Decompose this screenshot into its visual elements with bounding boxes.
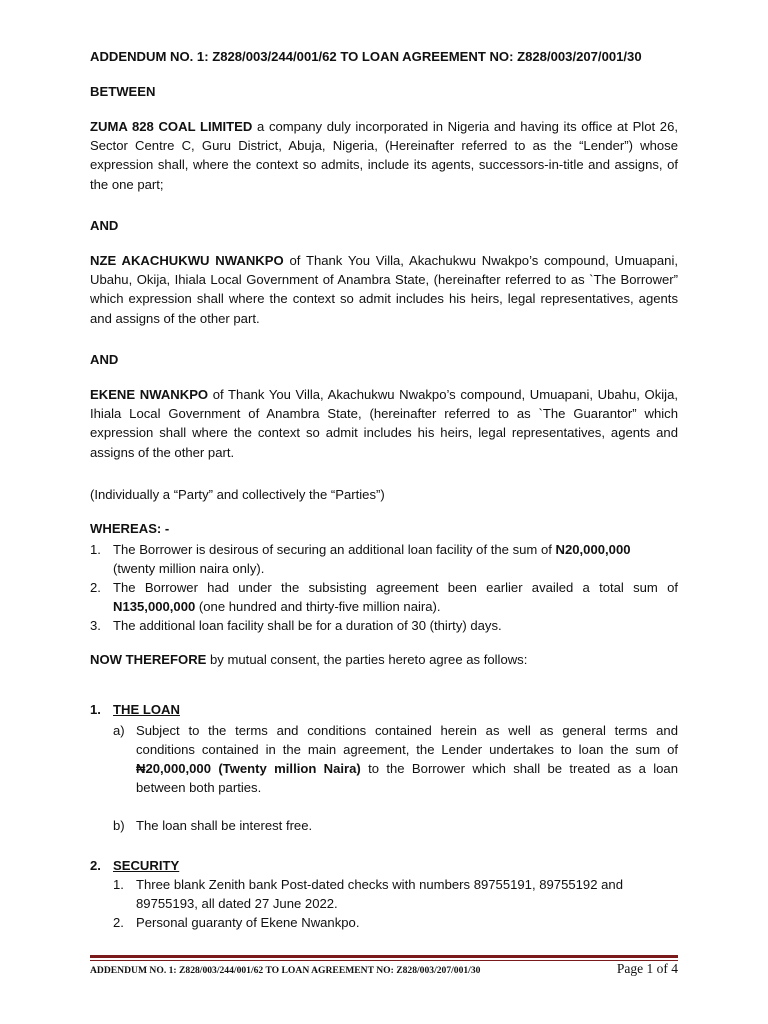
section-number: 2. [90,858,101,873]
clause-line: Subject to the terms and conditions contained herein as well as general terms and [136,723,678,738]
borrower-name: NZE AKACHUKWU NWANKPO [90,253,284,268]
guarantor-name: EKENE NWANKPO [90,387,209,402]
clause-label: a) [113,723,125,738]
now-therefore-bold: NOW THEREFORE [90,652,207,667]
whereas-item-text: (one hundred and thirty-five million naira). [195,599,441,614]
whereas-item-number: 2. [90,580,101,595]
clause-line: The loan shall be interest free. [136,818,313,833]
between-label: BETWEEN [90,84,156,99]
clause-text: to the Borrower which shall be treated as a loan [360,761,678,776]
party-borrower-paragraph [90,251,678,328]
whereas-item-line [113,540,678,559]
footer-reference: ADDENDUM NO. 1: Z828/003/244/001/62 TO LOAN AGREEMENT NO: Z828/003/207/001/30 [90,965,481,976]
security-item-number: 1. [113,877,124,892]
document-heading: ADDENDUM NO. 1: Z828/003/244/001/62 TO LOAN AGREEMENT NO: Z828/003/207/001/30 [90,49,642,64]
security-item-line: Personal guaranty of Ekene Nwankpo. [136,915,360,930]
section-title: THE LOAN [113,702,180,717]
whereas-amount: N135,000,000 [113,599,196,614]
footer-rule-thick [90,955,678,958]
whereas-item-line-2: (twenty million naira only). [113,561,265,576]
now-therefore-paragraph [90,650,527,669]
whereas-item-line-2 [113,597,441,616]
clause-line: between both parties. [136,780,262,795]
whereas-item-number: 3. [90,618,101,633]
clause-line: conditions contained in the main agreement, the Lender undertakes to loan the sum of [136,742,678,757]
whereas-item-text: The Borrower is desirous of securing an additional loan facility of the sum of [113,542,556,557]
footer-rule-thin [90,960,678,961]
clause-line [136,759,678,778]
section-title: SECURITY [113,858,180,873]
party-lender-paragraph [90,117,678,194]
whereas-item-number: 1. [90,542,101,557]
whereas-title: WHEREAS: - [90,521,170,536]
lender-description: a company duly incorporated in Nigeria and having its office at Plot 26, Sector Centre C, Guru District, Abuja, Nigeria, (Hereinafter referred to as the “Lender”) whose expression shall, where the context so admits, include its agents, successors-in-title and assigns, of the one part; [90,119,678,192]
security-item-line: Three blank Zenith bank Post-dated checks with numbers 89755191, 89755192 and [136,877,623,892]
whereas-item-line: The additional loan facility shall be for a duration of 30 (thirty) days. [113,618,502,633]
clause-label: b) [113,818,125,833]
security-item-line: 89755193, all dated 27 June 2022. [136,896,338,911]
and-label-2: AND [90,352,119,367]
party-guarantor-paragraph [90,385,678,462]
now-therefore-text: by mutual consent, the parties hereto agree as follows: [206,652,528,667]
loan-amount: ₦20,000,000 (Twenty million Naira) [136,761,361,776]
and-label-1: AND [90,218,119,233]
lender-name: ZUMA 828 COAL LIMITED [90,119,253,134]
security-item-number: 2. [113,915,124,930]
parties-note: (Individually a “Party” and collectively the “Parties”) [90,487,385,502]
whereas-item-line: The Borrower had under the subsisting agreement been earlier availed a total sum of [113,580,678,595]
section-number: 1. [90,702,101,717]
borrower-description: of Thank You Villa, Akachukwu Nwakpo’s compound, Umuapani, Ubahu, Okija, Ihiala Local Government of Anambra State, (hereinafter referred to as `The Borrower” which expression shall where the context so admit includes his heirs, legal representatives, agents and assigns of the other part. [90,253,678,326]
guarantor-description: of Thank You Villa, Akachukwu Nwakpo’s compound, Umuapani, Ubahu, Okija, Ihiala Local Government of Anambra State, (hereinafter referred to as `The Guarantor” which expression shall where the context so admit includes his heirs, legal representatives, agents and assigns of the other part. [90,387,678,460]
page-number: Page 1 of 4 [616,961,678,976]
whereas-amount: N20,000,000 [555,542,631,557]
